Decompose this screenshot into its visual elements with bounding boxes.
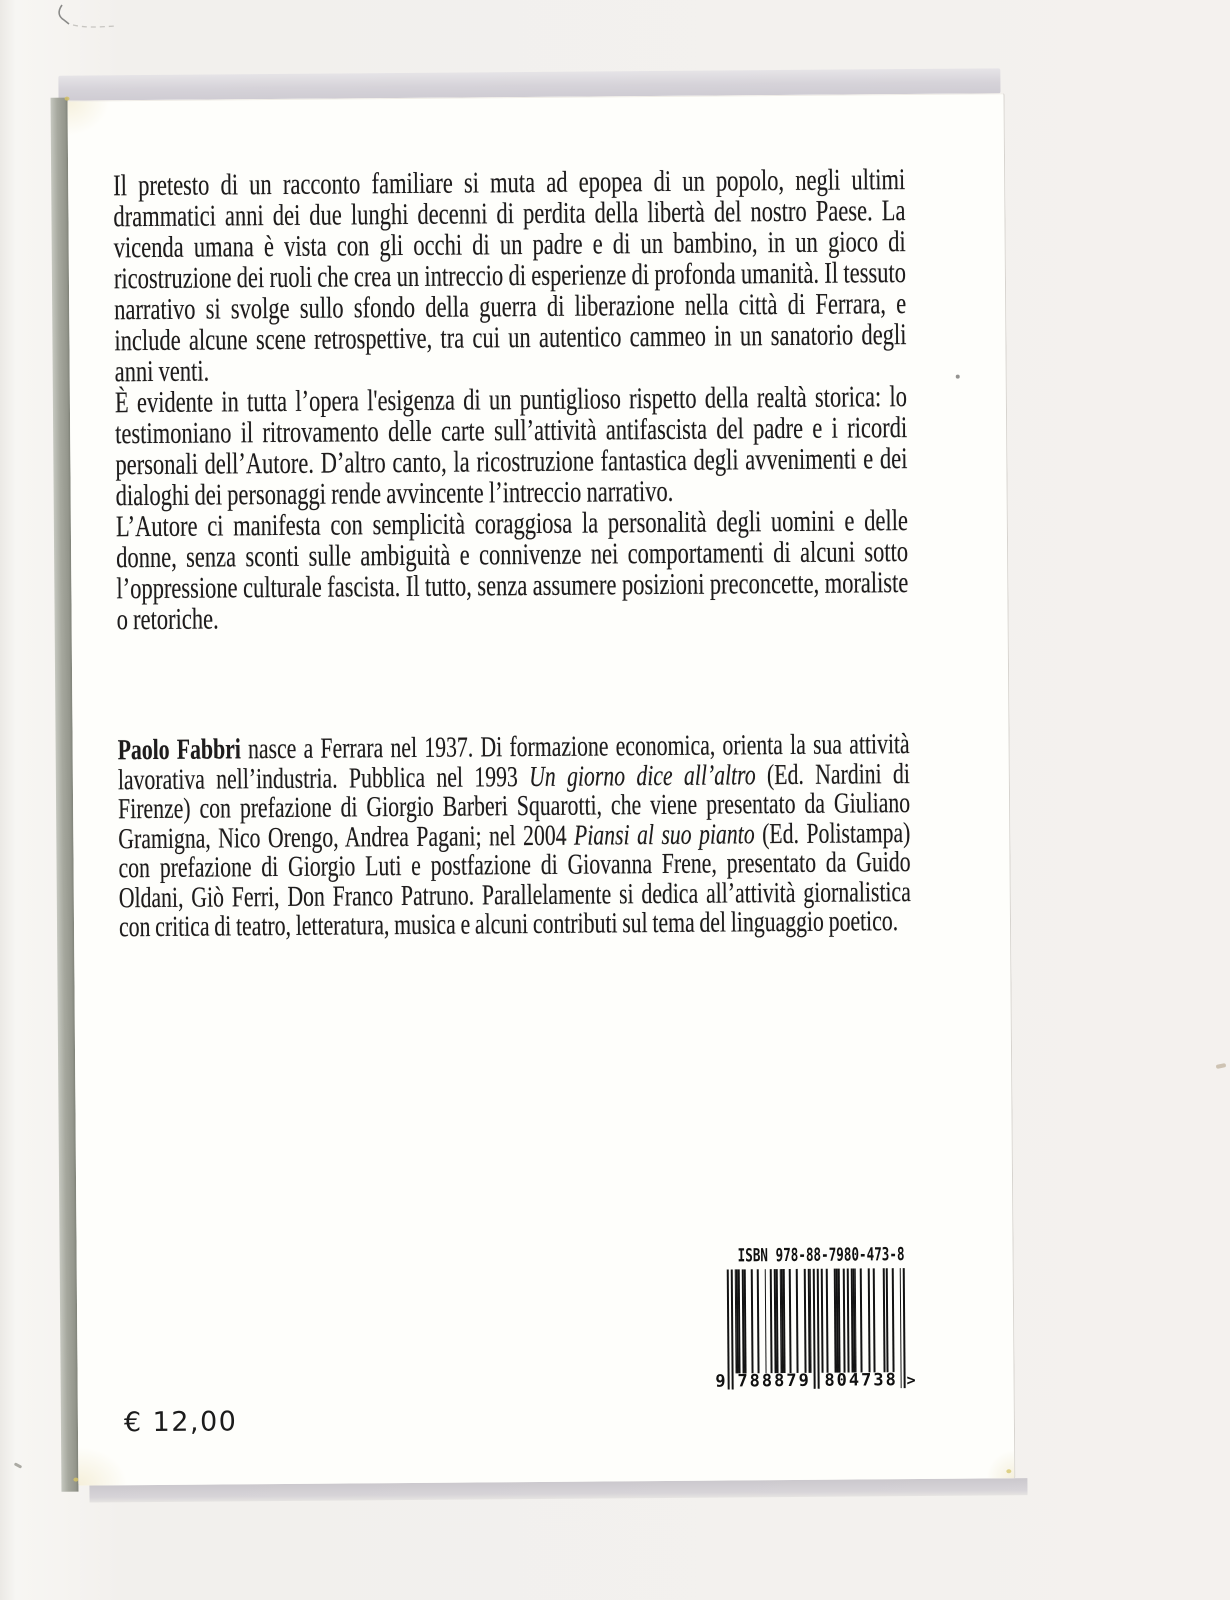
isbn-label: ISBN 978-88-7980-473-8 bbox=[737, 1244, 905, 1267]
blurb-text bbox=[113, 164, 909, 635]
price-label bbox=[124, 1407, 238, 1438]
ink-speck bbox=[956, 375, 960, 379]
back-cover-surface bbox=[68, 93, 1016, 1485]
dust-speck bbox=[14, 1462, 22, 1468]
price-currency: € bbox=[123, 1407, 143, 1439]
ean13-barcode bbox=[715, 1268, 916, 1392]
barcode-digit-first: 9 bbox=[715, 1371, 726, 1392]
barcode-end-marker: > bbox=[906, 1371, 916, 1390]
bio-segment-normal: (Ed. Polistampa) con prefazione di Giorgio Luti e postfazione di Giovanna Frene, presentato da Guido Oldani, Giò Ferri, Don Franco Patruno. Parallelamente si dedica all’attività giornalistica con critica di teatro, letteratura, musica e alcuni contributi sul tema del linguaggio poetico. bbox=[118, 816, 911, 944]
barcode-digits bbox=[715, 1370, 916, 1392]
dust-speck bbox=[1216, 1063, 1227, 1069]
author-bio bbox=[118, 730, 912, 943]
barcode-block bbox=[715, 1244, 928, 1392]
bio-segment-italic: Piansi al suo pianto bbox=[573, 817, 755, 852]
paper-wear-chip bbox=[1006, 1469, 1011, 1473]
price-amount: 12,00 bbox=[152, 1406, 238, 1439]
bio-segment-italic: Un giorno dice all’altro bbox=[528, 758, 756, 793]
scratch-mark bbox=[50, 3, 122, 35]
barcode-digits-right-group: 804738 bbox=[824, 1370, 898, 1391]
bio-segment-normal: nasce a Ferrara nel 1937. Di formazione economica, orienta la sua attività lavorativa nell’industria. Pubblica nel 1993 bbox=[117, 728, 910, 796]
bio-segment-bold: Paolo Fabbri bbox=[117, 733, 241, 767]
bio-segment-normal: (Ed. Nardini di Firenze) con prefazione di Giorgio Barberi Squarotti, che viene presentato da Giuliano Gramigna, Nico Orengo, Andrea Pagani; nel 2004 bbox=[117, 757, 911, 855]
book-back-cover bbox=[48, 68, 1017, 1519]
barcode-digits-left-group: 788879 bbox=[737, 1370, 811, 1392]
blurb-paragraph-2: È evidente in tutta l’opera l'esigenza di un puntiglioso rispetto della realtà storica: lo testimoniano il ritrovamento delle carte sull’attività antifascista del padre e i ricordi personali dell’Autore. D’altro canto, la ricostruzione fantastica degli avvenimenti e dei dialoghi dei personaggi rende avvincente l’intreccio narrativo. bbox=[114, 380, 908, 513]
blurb-paragraph-3: L’Autore ci manifesta con semplicità coraggiosa la personalità degli uomini e delle donne, senza sconti sulle ambiguità e connivenze nei comportamenti di alcuni sotto l’oppressione culturale fascista. Il tutto, senza assumere posizioni preconcette, moraliste o retoriche. bbox=[115, 504, 909, 637]
blurb-paragraph-1: Il pretesto di un racconto familiare si muta ad epopea di un popolo, negli ultimi drammatici anni dei due lunghi decenni di perdita della libertà del nostro Paese. La vicenda umana è vista con gli occhi di un padre e di un bambino, in un gioco di ricostruzione dei ruoli che crea un intreccio di esperienze di profonda umanità. Il tessuto narrativo si svolge sullo sfondo della guerra di liberazione nella città di Ferrara, e include alcune scene retrospettive, tra cui un autentico cammeo in un sanatorio degli anni venti. bbox=[113, 163, 907, 389]
